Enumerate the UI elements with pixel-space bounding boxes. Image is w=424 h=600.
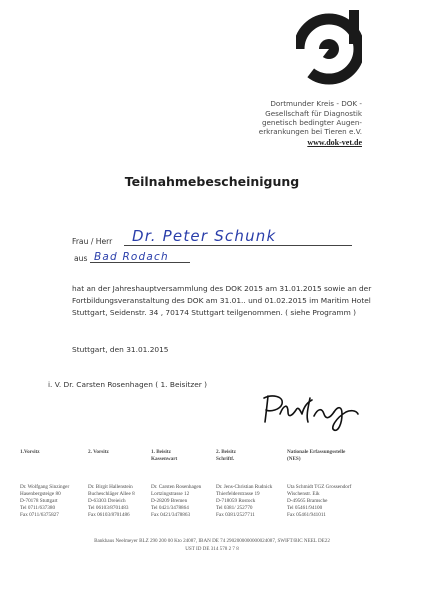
document-title: Teilnahmebescheinigung [124,174,300,189]
org-name-line: Dortmunder Kreis - DOK - [270,99,362,108]
board-line: Tel 05461/94100 [287,505,323,511]
board-column-vice-chair [88,449,135,519]
org-description-line: genetisch bedingter Augen- [261,118,362,127]
board-role: 2. Vorsitz [88,449,109,455]
board-line: Dr. Wolfgang Sinzinger [20,484,70,490]
board-line: Fax 0421/3478863 [151,512,191,518]
board-line: Tel 06103/8701483 [88,505,129,511]
board-role: 2. Beisitz Schriftf. [216,449,236,462]
board-line: Tel 0711/637380 [20,505,56,511]
name-label: Frau / Herr [72,237,113,246]
board-role: 1.Vorsitz [20,449,40,455]
board-line: Tel 0381/ 252770 [216,505,253,511]
board-column-nes [287,449,351,519]
board-line: Fax 05461/941011 [287,512,326,518]
date-line: Stuttgart, den 31.01.2015 [72,345,169,354]
board-line: Hasenbergsteige 80 [20,491,61,497]
board-role: 1. Beisitz Kassenwart [151,449,178,462]
board-column-treasurer [151,449,201,519]
board-line: D-63303 Dreieich [88,498,126,504]
board-line: Thierfelderstrasse 19 [216,491,260,497]
from-label: aus [74,254,88,263]
board-column-chair [20,449,69,519]
board-line: Dr. Birgit Hallenstein [88,484,133,490]
signature-image [258,392,362,434]
board-line: D-718059 Rostock [216,498,256,504]
board-column-secretary [216,449,272,519]
vat-id-line: UST ID DE 314 578 2 7 8 [185,546,239,552]
org-description-line: Gesellschaft für Diagnostik [265,109,362,118]
board-line: Bucheschläger Allee 8 [88,491,135,497]
board-line: Wischenstr. Eik [287,491,320,497]
bank-details-line: Bankhaus Neelmeyer BLZ 290 200 00 Kto 24087, IBAN DE 74 2902000000000024087, SWIFT/BIC NEEL DE22 [94,538,330,544]
board-line: Uta Schmidt TGZ Grossendorf [287,484,352,490]
board-line: D-28209 Bremen [151,498,188,504]
board-line: Tel 0421/3478864 [151,505,189,511]
body-text-line: Stuttgart, Seidenstr. 34 , 70174 Stuttgart teilgenommen. ( siehe Programm ) [72,308,357,317]
from-handwritten: Bad Rodach [94,251,169,263]
board-line: Fax 0711/6375827 [20,512,59,518]
board-line: Fax 06103/8701486 [88,512,130,518]
board-line: D-49565 Bramsche [287,498,328,504]
board-line: Dr. Carsten Rosenhagen [151,484,202,490]
org-description-line: erkrankungen bei Tieren e.V. [258,127,362,136]
board-line: Dr. Jens-Christian Rudnick [216,484,273,490]
body-text-line: Fortbildungsveranstaltung des DOK am 31.01.. und 01.02.2015 im Maritim Hotel [72,296,371,305]
dok-logo-icon [296,6,362,92]
name-underline [124,245,352,246]
name-handwritten: Dr. Peter Schunk [132,227,277,245]
body-text-line: hat an der Jahreshauptversammlung des DOK 2015 am 31.01.2015 sowie an der [72,284,372,293]
board-role: Nationale Erfassungsstelle (NES) [287,449,346,462]
org-website-link[interactable]: www.dok-vet.de [307,138,362,147]
board-line: Lortzingstrasse 12 [151,491,190,497]
board-line: D-70178 Stuttgart [20,498,58,504]
board-line: Fax 0381/2527711 [216,512,255,518]
signer-line: i. V. Dr. Carsten Rosenhagen ( 1. Beisitzer ) [48,380,208,389]
